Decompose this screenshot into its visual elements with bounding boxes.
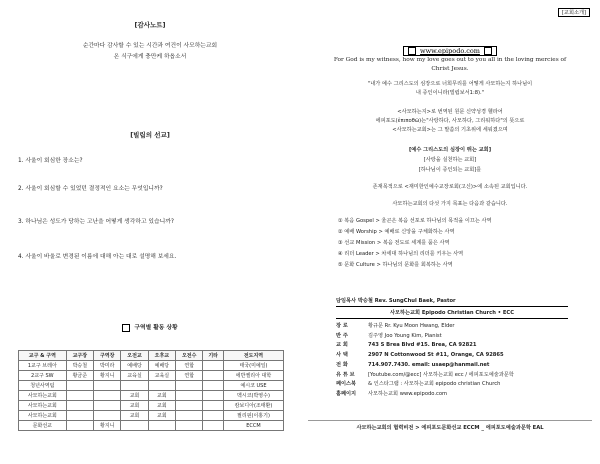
- five-goals-intro: 사모하는교회의 다섯 가지 목표는 다음과 같습니다.: [392, 201, 508, 207]
- site-url-frame: [403, 46, 497, 56]
- info-row: 장 로 황규문 Rr. Kyu Moon Hwang, Elder: [336, 323, 455, 329]
- divider: [336, 318, 568, 319]
- cell: 멕시코(박영수): [223, 391, 283, 401]
- cell: [176, 411, 203, 421]
- col-header: 기타: [203, 351, 224, 361]
- affiliation-text: 존재목적으로 <재미한인예수교장로회(고신)>에 소속된 교회입니다.: [372, 184, 528, 190]
- col-header: 교구 & 구역: [19, 351, 67, 361]
- cell: [176, 401, 203, 411]
- checkbox-icon: [122, 324, 130, 332]
- thanks-line-2: 온 식구에게 충만케 하옵소서: [113, 54, 187, 60]
- cell: 태국(미예일): [223, 361, 283, 371]
- cell: 박미라: [94, 361, 121, 371]
- cell: 필리핀(이홍기): [223, 411, 283, 421]
- church-info: [336, 322, 514, 400]
- question-1: 1. 사울이 회심한 장소는?: [18, 158, 83, 164]
- vision-1: [예수 그리스도의 심장이 뛰는 교회]: [408, 147, 492, 153]
- cell: 사모하는교회: [19, 401, 67, 411]
- cell: [148, 381, 175, 391]
- cell: 교회: [121, 391, 148, 401]
- goal-5: ⑤ 문화 Culture > 하나님의 문화를 회복하는 사역: [338, 262, 453, 268]
- cell: 황지니: [94, 371, 121, 381]
- activity-table: [18, 350, 284, 431]
- cell: 문화선교: [19, 421, 67, 431]
- cell: [94, 401, 121, 411]
- cell: [94, 391, 121, 401]
- info-row: 홈페이지 사모하는교회 www.epipodo.com: [336, 390, 448, 397]
- cell: 교회: [121, 401, 148, 411]
- intro-line-3: <사모하는교회>는 그 말씀의 기초위에 세워졌으며: [392, 127, 508, 133]
- cell: [121, 421, 148, 431]
- vision-2: [사랑을 실천하는 교회]: [423, 157, 477, 163]
- col-header: 전도지역: [223, 351, 283, 361]
- cell: 황금준: [66, 371, 93, 381]
- cell: 교회: [148, 391, 175, 401]
- checkbox-icon: [408, 47, 416, 55]
- table-row: [19, 411, 284, 421]
- cell: [203, 411, 224, 421]
- cell: 황지니: [94, 421, 121, 431]
- corner-label: [교회소개]: [558, 8, 590, 17]
- cell: [66, 391, 93, 401]
- table-row: [19, 401, 284, 411]
- cell: 사모하는교회: [19, 391, 67, 401]
- goal-2: ② 예배 Worship > 예배로 신앙을 구체화하는 사역: [338, 229, 455, 235]
- cell: [121, 381, 148, 391]
- site-url-box: [300, 38, 600, 57]
- cell: [66, 411, 93, 421]
- footer-vision: 사모하는교회의 협력비전 > 에피포도문화선교 ECCM _ 에피포도예술과문학 EAL: [308, 420, 592, 431]
- cell: [94, 381, 121, 391]
- table-row: [19, 361, 284, 371]
- intro-line-1: <사모하는지>로 번역된 원문 신약성경 헬라어: [397, 109, 503, 115]
- table-row: [19, 381, 284, 391]
- cell: 연합: [176, 361, 203, 371]
- goal-3: ③ 선교 Mission > 복음 전도로 세계를 품은 사역: [338, 240, 450, 246]
- question-2: 2. 사울이 회심할 수 있었던 결정적인 요소는 무엇입니까?: [18, 186, 163, 192]
- cell: 박승철: [66, 361, 93, 371]
- cell: [176, 381, 203, 391]
- verse-korean-2: 내 증인이니라(빌립보서1:8).": [415, 90, 485, 96]
- table-header-row: [19, 351, 284, 361]
- info-row: 전 화 714.907.7430. email: usaep@hanmail.net: [336, 361, 490, 368]
- intro-line-2: 에피포도(ἐπιποθῶ)는"사랑하다, 사모하다, 그리워하다"의 뜻으로: [375, 118, 525, 124]
- col-header: 구역장: [94, 351, 121, 361]
- info-row: 유 튜 브 [Youtube.com/@ecc] 사모하는교회 ecc / 에피포도예술과문학: [336, 371, 514, 378]
- thanks-title: [감사노트]: [134, 21, 166, 29]
- cell: 예배당: [148, 361, 175, 371]
- question-4: 4. 사울이 바울로 변경된 이름에 대해 아는 대로 설명해 보세요.: [18, 254, 177, 260]
- cell: 교회: [121, 411, 148, 421]
- col-header: 오전수: [176, 351, 203, 361]
- table-row: [19, 391, 284, 401]
- col-header: 오후교: [148, 351, 175, 361]
- cell: 연합: [176, 371, 203, 381]
- cell: 예배당: [121, 361, 148, 371]
- thanks-line-1: 순간마다 감사할 수 있는 시간과 여건이 사모하는교회: [82, 43, 218, 49]
- cell: 예시코 USE: [223, 381, 283, 391]
- question-3: 3. 하나님은 성도가 당하는 고난을 어떻게 생각하고 있습니까?: [18, 219, 174, 225]
- cell: [203, 401, 224, 411]
- cell: [203, 371, 224, 381]
- table-row: [19, 371, 284, 381]
- church-name: 사모하는교회 Epipodo Christian Church • ECC: [389, 310, 515, 316]
- cell: 교육실: [121, 371, 148, 381]
- cell: ECCM: [223, 421, 283, 431]
- cell: [66, 421, 93, 431]
- verse-english: For God is my witness, how my love goes out to you all in the loving mercies of Christ Jesus.: [333, 57, 567, 72]
- goal-1: ① 복음 Gospel > 울곤은 복음 선포로 하나님의 목적을 이끄는 사역: [338, 218, 492, 224]
- site-url-link[interactable]: www.epipodo.com: [420, 47, 480, 55]
- info-row: 교 회 743 S Brea Blvd #15. Brea, CA 92821: [336, 342, 477, 349]
- goal-4: ④ 리더 Leader > 차세대 하나님의 리더를 키우는 사역: [338, 251, 464, 257]
- col-header: 오전교: [121, 351, 148, 361]
- table-row: [19, 421, 284, 431]
- divider: [336, 306, 568, 307]
- info-row: 페이스북 & 인스타그램 : 사모하는교회 epipodo christian Church: [336, 381, 501, 388]
- cell: 사모하는교회: [19, 411, 67, 421]
- cell: [203, 421, 224, 431]
- cell: [203, 361, 224, 371]
- vision-3: [하나님이 증인되는 교회]를: [418, 167, 482, 173]
- right-page: [300, 0, 600, 464]
- cell: 청년사역팀: [19, 381, 67, 391]
- cell: [66, 401, 93, 411]
- cell: 교회: [148, 401, 175, 411]
- verse-korean-1: "내가 예수 그리스도의 심장으로 너희무리를 어떻게 사모하는지 하나님이: [367, 81, 533, 87]
- info-row: 반 주 김주영 Joo Young Kim, Pianist: [336, 332, 442, 339]
- cell: [176, 391, 203, 401]
- cell: [94, 411, 121, 421]
- checkbox-icon: [484, 47, 492, 55]
- cell: 교회: [148, 411, 175, 421]
- cell: 1교구 브레아: [19, 361, 67, 371]
- cell: [66, 381, 93, 391]
- cell: 캄보디아(조태환): [223, 401, 283, 411]
- cell: [148, 421, 175, 431]
- pastor-line: 담임목사 박승철 Rev. SungChul Baek, Pastor: [336, 298, 456, 304]
- cell: 에반젤리아 대학: [223, 371, 283, 381]
- info-row: 사 택 2907 N Cottonwood St #11, Orange, CA 92865: [336, 352, 504, 359]
- cell: [203, 391, 224, 401]
- col-header: 교구장: [66, 351, 93, 361]
- cell: [203, 381, 224, 391]
- activity-heading: [0, 322, 300, 332]
- cell: 2교구 SW: [19, 371, 67, 381]
- cell: [176, 421, 203, 431]
- cell: 교육실: [148, 371, 175, 381]
- activity-title: 구역별 활동 상황: [134, 325, 178, 331]
- philippi-title: [빌립의 선교]: [130, 131, 170, 139]
